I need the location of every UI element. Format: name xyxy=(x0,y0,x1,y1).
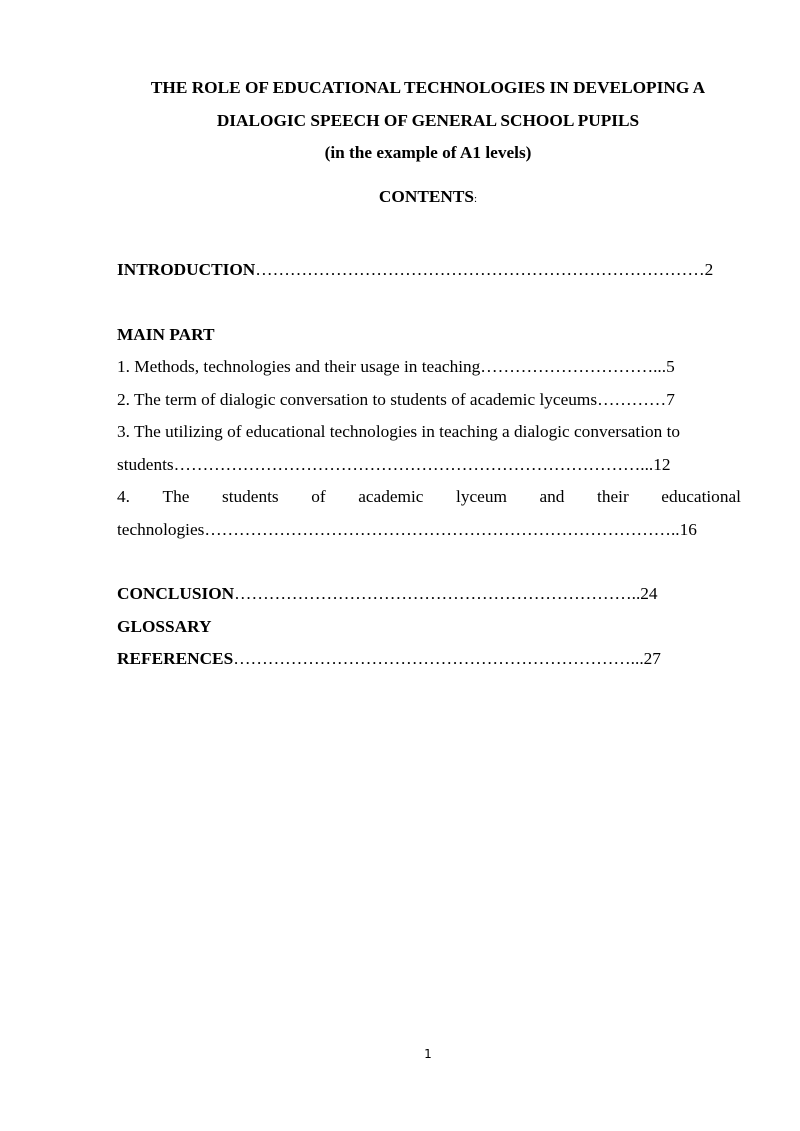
toc-item-3-line-1: 3. The utilizing of educational technologies in teaching a dialogic conversation to xyxy=(117,422,681,441)
title-line-2: DIALOGIC SPEECH OF GENERAL SCHOOL PUPILS xyxy=(216,111,640,130)
toc-item-1-text: 1. Methods, technologies and their usage in teaching xyxy=(117,357,481,376)
toc-item-2-dots: ………… xyxy=(597,390,667,409)
title-line-1: THE ROLE OF EDUCATIONAL TECHNOLOGIES IN DEVELOPING A xyxy=(150,78,706,97)
toc-item-4-word: 4. xyxy=(117,487,130,506)
toc-main-part: MAIN PART xyxy=(117,325,215,344)
toc-references-label: REFERENCES xyxy=(117,649,234,668)
toc-item-4-word: academic xyxy=(358,487,424,506)
toc-introduction-label: INTRODUCTION xyxy=(117,260,256,279)
title-subtitle: (in the example of A1 levels) xyxy=(324,143,532,162)
toc-item-2 xyxy=(117,390,675,410)
contents-heading-colon: : xyxy=(474,193,478,205)
toc-references-page: 27 xyxy=(643,649,661,668)
toc-item-4-word: The xyxy=(162,487,190,506)
toc-item-2-page: 7 xyxy=(666,390,675,409)
toc-item-4-page: 16 xyxy=(679,520,697,539)
toc-item-4-word: lyceum xyxy=(456,487,507,506)
toc-item-4-word: educational xyxy=(661,487,741,506)
toc-introduction-page: 2 xyxy=(704,260,714,279)
contents-heading-text: CONTENTS xyxy=(378,187,474,206)
toc-item-4-text: technologies xyxy=(117,520,205,539)
toc-item-3-page: 12 xyxy=(653,455,671,474)
contents-heading xyxy=(0,187,800,207)
toc-item-1 xyxy=(117,357,675,377)
toc-item-4-word: and xyxy=(539,487,565,506)
toc-item-4-word: their xyxy=(597,487,629,506)
toc-references xyxy=(117,649,661,669)
toc-conclusion xyxy=(117,584,658,604)
toc-item-1-dots: ………………………….. xyxy=(480,357,662,376)
toc-item-3-text: students xyxy=(117,455,174,474)
toc-conclusion-dots: …………………………………………………………….. xyxy=(234,584,641,603)
toc-item-4-word: students xyxy=(222,487,279,506)
toc-item-4-word: of xyxy=(311,487,326,506)
page-number: 1 xyxy=(424,1047,432,1061)
toc-references-dots: ……………………………………………………………... xyxy=(233,649,644,668)
toc-item-3-dots: ………………………………………………………………………... xyxy=(173,455,654,474)
toc-item-1-page: .5 xyxy=(661,357,675,376)
toc-item-4-line-2 xyxy=(117,520,697,540)
toc-conclusion-page: 24 xyxy=(640,584,658,603)
toc-conclusion-label: CONCLUSION xyxy=(117,584,235,603)
toc-item-2-text: 2. The term of dialogic conversation to students of academic lyceums xyxy=(117,390,598,409)
toc-item-3-line-2 xyxy=(117,455,671,475)
toc-introduction-dots: …………………………………………………………………… xyxy=(255,260,705,279)
toc-item-4-dots: ……………………………………………………………………….. xyxy=(204,520,680,539)
toc-introduction xyxy=(117,260,713,280)
toc-item-4-line-1 xyxy=(117,487,741,507)
toc-glossary: GLOSSARY xyxy=(117,617,212,636)
